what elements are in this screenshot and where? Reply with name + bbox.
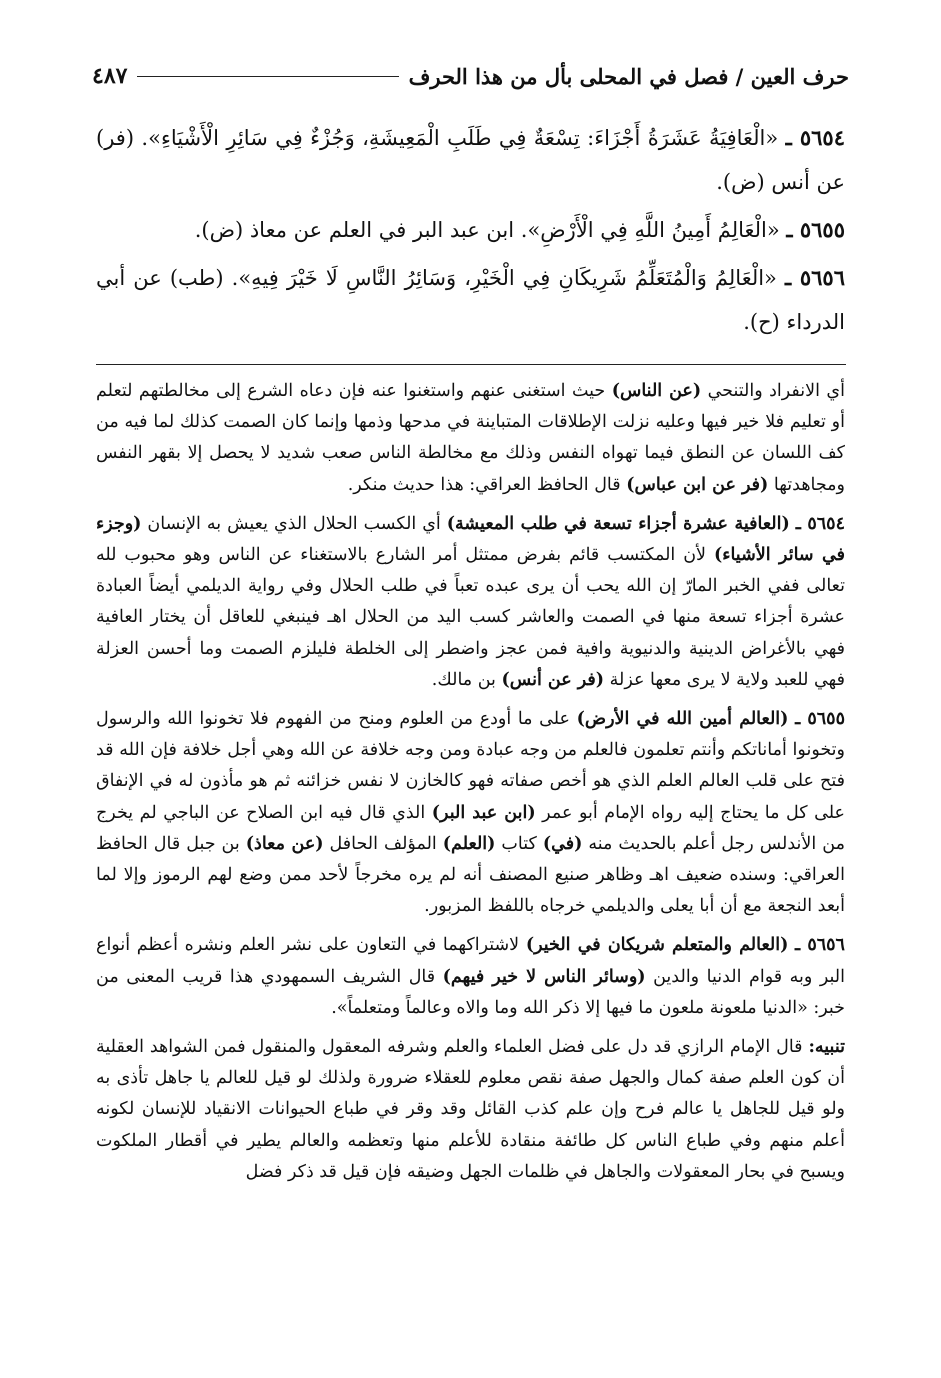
commentary-quote: (وسائر الناس لا خير فيهم): [442, 966, 646, 987]
commentary-text: لاشتراكهما في التعاون على نشر العلم ونشره أعظم أنواع البر وبه قوام الدنيا والدين: [96, 935, 845, 987]
commentary-quote: (ابن عبد البر): [431, 802, 536, 823]
commentary-paragraph: [96, 1032, 845, 1188]
commentary-text: كتاب: [501, 833, 537, 854]
commentary-paragraph: [96, 930, 845, 1024]
commentary-quote: (عن الناس): [611, 381, 702, 401]
commentary-text: قال الحافظ العراقي: هذا حديث منكر.: [347, 474, 621, 495]
commentary-text: بن مالك.: [431, 669, 496, 690]
section-divider: [96, 364, 846, 365]
commentary-quote: (عن معاذ): [245, 833, 324, 854]
hadith-text: «الْعَالِمُ وَالْمُتَعَلِّمُ شَرِيكَانِ فِي الْخَيْرِ، وَسَائِرُ النَّاسِ لَا خَيْرَ فِيهِ».: [231, 266, 777, 290]
commentary-text: المؤلف الحافل: [329, 833, 437, 854]
commentary-quote: (العافية عشرة أجزاء تسعة في طلب المعيشة): [446, 513, 790, 534]
hadith-source: (طب) عن أبي الدرداء (ح).: [96, 266, 845, 334]
commentary-text: لأن المكتسب قائم بفرض ممتثل أمر الشارع بالاستغناء عن الناس وهو محبوب لله تعالى ففي الخبر المارّ إن الله يحب أن يرى عبده تعباً في طلب الحلال وفي رواية الديلمي أيضاً العبادة عشرة أجزاء تسعة منها في الصمت والعاشر كسب اليد من الحلال اهـ فينبغي للعاقل أن يختار العافية فهي بالأغراض الدينية والدنيوية وافية فمن عجز واضطر إلى الخلطة فليلزم الصمت وما أحسن العزلة فهي للعبد ولاية لا يرى معها عزلة: [96, 545, 845, 690]
hadith-number: ٥٦٥٤ ـ: [785, 125, 845, 150]
commentary-text: على ما أودع من العلوم ومنح من الفهوم فلا تخونوا الله والرسول وتخونوا أماناتكم وأنتم تعلمون فالعلم من وجه عبادة ومن وجه خلافة عن الله وهي أجل خلافة فإن الله قد فتح على قلب العالم العلم الذي هو أخص صفاته فهو كالخازن لا نفس خزائنه ثم هو مأذون له في الإنفاق على كل ما يحتاج إليه رواه الإمام أبو عمر: [96, 709, 845, 823]
commentary-quote: (العالم أمين الله في الأرض): [576, 709, 789, 730]
commentary-text: الذي قال فيه ابن الصلاح عن الباجي لم يخرج من الأندلس رجل أعلم بالحديث منه: [96, 802, 845, 854]
commentary-text: حيث استغنى عنهم واستغنوا عنه فإن دعاه الشرع إلى مخالطتهم لتعلم أو تعليم فلا خير فيها وعليه نزلت الإطلاقات المتباينة في مدحها وذمها وإنما كان الصمت كذلك لما فيه من كف اللسان عن النطق فيما تهواه النفس وذلك مع مخالطة الناس صعب شديد لا يحصل إلا بقهر النفس ومجاهدتها: [96, 381, 845, 495]
hadith-source: (فر) عن أنس (ض).: [96, 126, 845, 194]
commentary-text: قال الإمام الرازي قد دل على فضل العلماء والعلم وشرفه المعقول والمنقول فمن الشواهد العقلية أن كون العلم صفة كمال والجهل صفة نقص معلوم للعقلاء ضرورة ولذلك لو قيل للعالم يا جاهل تأذى به ولو قيل للجاهل يا عالم فرح وإن علم كذب القائل وقد وقر في طباع الحيوانات الانقياد للإنسان لكونه أعلم منهم وفي طباع الناس كل طائفة منقادة للأعلم منها وتعظمه والعالم يطير في أقطار الملكوت ويسبح في بحار المعقولات والجاهل في ظلمات الجهل وضيقه فإن قيل قد ذكر فضل: [96, 1037, 845, 1182]
commentary-number: ٥٦٥٦ ـ: [795, 935, 845, 956]
commentary-text: قال الشريف السمهودي هذا قريب المعنى من خبر: «الدنيا ملعونة ملعون ما فيها إلا ذكر الله وما والاه وعالماً ومتعلماً».: [96, 966, 845, 1018]
hadith-entry: [96, 256, 845, 344]
commentary-quote: (فر عن أنس): [501, 669, 605, 690]
page-header: [92, 56, 849, 96]
hadith-number: ٥٦٥٥ ـ: [786, 217, 845, 242]
hadith-entry: [96, 116, 845, 204]
commentary-block: [96, 376, 845, 1196]
commentary-quote: (في): [542, 833, 583, 854]
commentary-paragraph: [96, 704, 845, 922]
hadith-text: «الْعَالِمُ أَمِينُ اللَّهِ فِي الْأَرْضِ».: [520, 218, 780, 242]
running-title: حرف العين / فصل في المحلى بأل من هذا الحرف: [408, 63, 849, 89]
commentary-number: ٥٦٥٤ ـ: [795, 513, 845, 534]
hadith-entry: [96, 208, 845, 252]
commentary-text: بن جبل قال الحافظ العراقي: وسنده ضعيف اهـ وظاهر صنيع المصنف أنه لم يره مخرجاً لأحد ممن وضع لهم الرموز وإلا لما أبعد النجعة مع أن أبا يعلى والديلمي خرجاه باللفظ المزبور.: [96, 833, 845, 917]
commentary-quote: (وجزء في سائر الأشياء): [96, 513, 845, 566]
commentary-paragraph: [96, 376, 845, 501]
commentary-text: أي الكسب الحلال الذي يعيش به الإنسان: [147, 513, 441, 534]
note-label: تنبيه:: [808, 1037, 845, 1058]
page-number: ٤٨٧: [92, 63, 128, 89]
commentary-quote: (العلم): [442, 833, 496, 854]
commentary-text: أي الانفراد والتنحي: [707, 381, 845, 401]
commentary-quote: (فر عن ابن عباس): [626, 474, 769, 495]
commentary-paragraph: [96, 509, 845, 696]
commentary-number: ٥٦٥٥ ـ: [795, 709, 845, 730]
hadith-text: «الْعَافِيَةُ عَشَرَةُ أَجْزَاءَ: تِسْعَةٌ فِي طَلَبِ الْمَعِيشَةِ، وَجُزْءٌ فِي سَائِرِ الْأَشْيَاءِ».: [141, 126, 779, 150]
header-rule: [137, 76, 398, 77]
hadith-source: ابن عبد البر في العلم عن معاذ (ض).: [194, 218, 515, 242]
commentary-quote: (العالم والمتعلم شريكان في الخير): [525, 935, 789, 956]
hadith-number: ٥٦٥٦ ـ: [784, 265, 845, 290]
hadith-text-block: [96, 116, 845, 348]
